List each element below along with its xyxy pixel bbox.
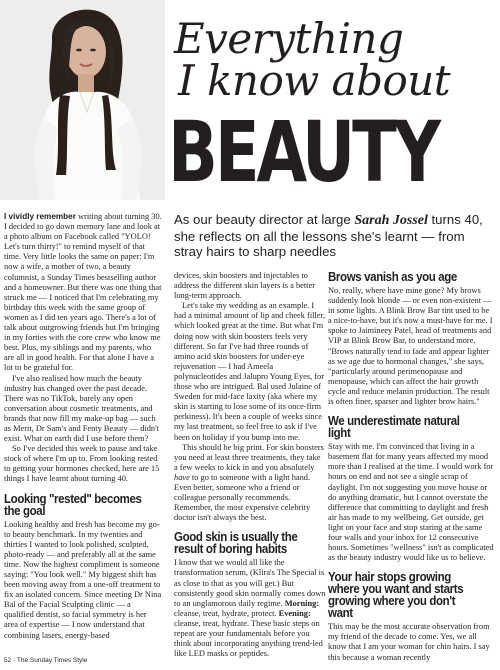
bold-label: Evening: — [278, 608, 311, 618]
kicker-line-1: Everything — [174, 14, 404, 63]
kicker-line-2: I know about — [178, 56, 451, 105]
paragraph-text: cleanse, treat, hydrate, protect. — [174, 608, 279, 618]
paragraph: No, really, where have mine gone? My brows suddenly look blonde — or even non-existent — in some lights. A Blink Brow Bar tint used to be a nice-to-have, but it's now a must-have for me. I spoke to Jaimineey Patel, head of treatments and VIP at Blink Brow Bar, to understand more. "Brows naturally tend to fade and appear lighter as we age due to hormonal changes," she says, "particularly around perimenopause and menopause, which can affect the hair growth cycle and reduce melanin production. The result is often finer, sparser and lighter brow hairs." — [328, 286, 493, 407]
paragraph: Looking healthy and fresh has become my go-to beauty benchmark. In my twenties and thirties I wanted to look polished, sculpted, photo-ready — and preferably all at the same time. Now the highest compliment is someone saying: "You look well." My biggest shift has been moving away from a one-off treatment to fix an isolated concern. Since meeting Dr Nina Bal of the Facial Sculpting clinic — a qualified dentist, so facial symmetry is her area of expertise — I now understand that combining lasers, energy-based — [4, 519, 162, 640]
standfirst-rest: turns 40, she reflects on all the lessons she's learnt — from stray hairs to sharp needles — [174, 212, 483, 259]
paragraph: So I've decided this week to pause and take stock of where I'm up to. From looking rested to getting your hormones checked, here are 15 things I have learnt about turning 40. — [4, 444, 160, 484]
paragraph-text: This should be big print. For skin boosters you need at least three treatments, they take a few weeks to kick in and you absolutely — [174, 442, 324, 472]
paragraph: This may be the most accurate observation from my friend of the decade to come. Yes, we all know that I am your woman for chin hairs. I say this because a woman recently — [328, 622, 490, 662]
headline: BEAUTY — [168, 103, 439, 201]
headline-kicker — [170, 14, 495, 105]
emphasis: have — [174, 472, 190, 482]
article-column-3 — [328, 271, 494, 663]
subheading: We underestimate natural light — [328, 414, 460, 441]
article-column-2 — [174, 271, 326, 659]
paragraph: Stay with me. I'm convinced that living in a basement flat for many years affected my mood more than I realised at the time. I would work for hours on end and not see a single scrap of daylight. I'm not suggesting you move house or do anything dramatic, but I cannot overstate the difference that committing to daylight and fresh air has made to my wellbeing. Get outside, get light on your face and stop staring at the same four walls and your inbox for 12 consecutive hours. Sometimes "wellness" isn't as complicated as the beauty industry would like us to believe. — [328, 442, 494, 563]
paragraph-text: writing about turning 30. I decided to go down memory lane and look at a photo album on Facebook called "YOLO! Let's turn thirty!" to remind myself of that time. Very little looks the same on paper: I'm now a wife, a mother of two, a beauty columnist, a Sunday Times bestselling author and a homeowner. But there was one thing that struck me — I noticed that I'm celebrating my birthday this week with the same group of women as I did ten years ago. There's a lot of talk about outgrowing friends but I'm bringing in my forties with the core crew who know me best. Plus, my siblings and my parents, who are all in good health. For that alone I have a lot to be grateful for. — [4, 212, 162, 373]
bold-label: Morning: — [284, 598, 320, 608]
subheading: Brows vanish as you age — [328, 270, 457, 284]
paragraph — [4, 212, 162, 374]
author-byline: Sarah Jossel — [354, 213, 428, 228]
paragraph: Let's take my wedding as an example. I had a minimal amount of lip and cheek filler, which looked great at the time. But what I'm doing now with skin boosters feels very different. So far I've had three rounds of amino acid skin boosters for under-eye rejuvenation — I had Ameela polynucleotides and Jalupro Young Eyes, for those who are intrigued. Bal used Julaine of Sweden for mid-face laxity (aka where my skin is starting to lose some of its once-firm perkiness). It's been a couple of weeks since my last treatment, so feel free to ask if I've been on holiday if you bump into me. — [174, 301, 326, 442]
author-photo — [0, 0, 165, 200]
article-column-1 — [4, 212, 162, 641]
paragraph: devices, skin boosters and injectables to address the different skin layers is a better long-term approach. — [174, 271, 316, 301]
paragraph: I've also realised how much the beauty industry has changed over the past decade. There was no TikTok, barely any open conversation about cosmetic treatments, and brands that now fill my make-up bag — such as Merit, Dr Sam's and Fenty Beauty — didn't exist. What on earth did I use before them? — [4, 373, 159, 444]
page-folio: 52 · The Sunday Times Style — [4, 657, 88, 664]
standfirst — [174, 212, 496, 260]
paragraph — [174, 558, 326, 659]
subheading: Looking "rested" becomes the goal — [4, 491, 142, 518]
paragraph-text: cleanse, treat, hydrate. These basic steps on repeat are your fundamentals before you think about incorporating anything trend-led like LED masks or peptides. — [174, 618, 323, 659]
portrait-illustration — [0, 0, 165, 200]
subheading: Good skin is usually the result of boring habits — [174, 530, 298, 557]
standfirst-intro: As our beauty director at large — [174, 212, 355, 227]
drop-lead: I vividly remember — [4, 212, 76, 221]
paragraph-text: I know that we would all like the transformation serum, (Klira's The Special is as close to that as you will get.) But consistently good skin normally comes down to an unglamorous daily regime. — [174, 558, 326, 608]
subheading: Your hair stops growing where you want and starts growing where you don't want — [328, 570, 464, 621]
paragraph-text: to go to someone with a light hand. Even better, someone who a friend or colleague personally recommends. Remember, the most expensive celebrity doctor isn't always the best. — [174, 472, 311, 523]
paragraph — [174, 443, 326, 524]
